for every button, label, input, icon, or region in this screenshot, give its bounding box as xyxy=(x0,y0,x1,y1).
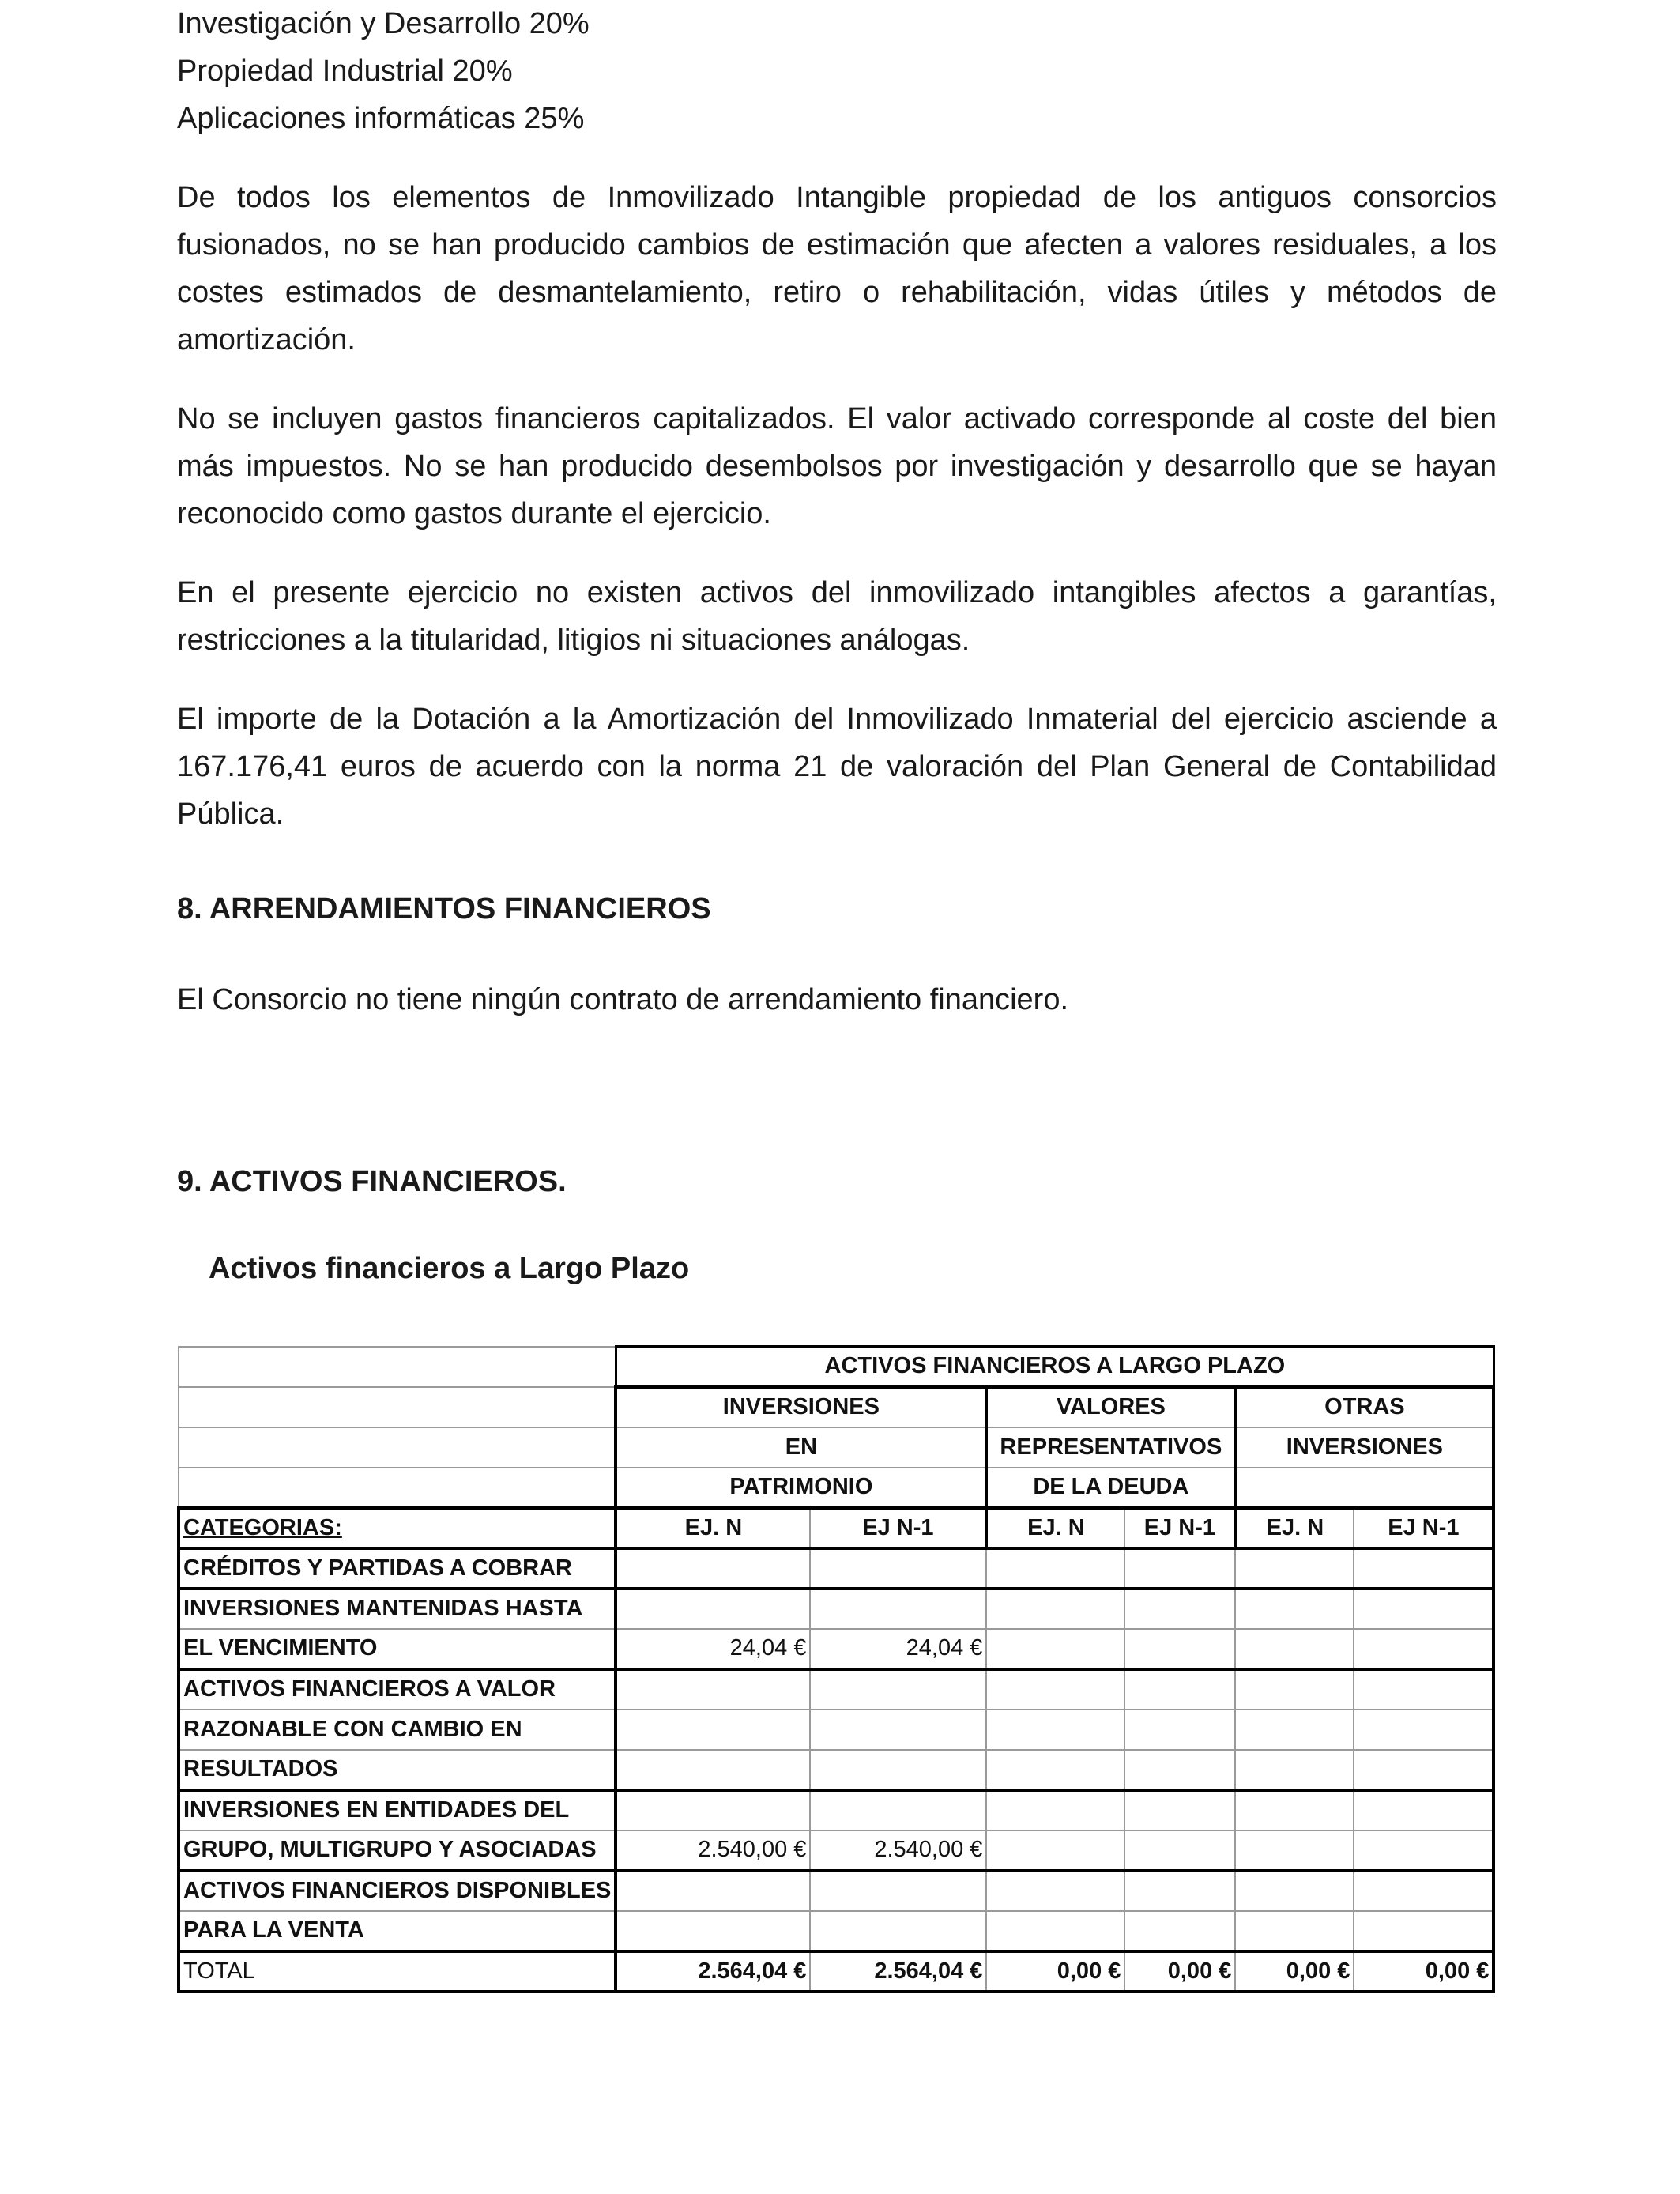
cell xyxy=(1354,1710,1494,1750)
column-label: EJ N-1 xyxy=(810,1508,986,1548)
cell xyxy=(616,1589,810,1629)
group-1-line-1: INVERSIONES xyxy=(616,1387,986,1427)
section-8-text: El Consorcio no tiene ningún contrato de arrendamiento financiero. xyxy=(177,983,1069,1016)
cell-value: 2.540,00 € xyxy=(810,1830,986,1871)
cell xyxy=(1354,1911,1494,1951)
total-value: 0,00 € xyxy=(1235,1951,1354,1992)
group-3-line-1: OTRAS xyxy=(1235,1387,1494,1427)
group-3-line-2: INVERSIONES xyxy=(1235,1427,1494,1468)
amortization-rates xyxy=(177,0,1497,142)
total-label: TOTAL xyxy=(179,1951,616,1992)
header-blank xyxy=(179,1427,616,1468)
table-title: ACTIVOS FINANCIEROS A LARGO PLAZO xyxy=(616,1347,1494,1387)
cell xyxy=(986,1629,1124,1669)
cell xyxy=(1235,1629,1354,1669)
row-label-disponibles-2: PARA LA VENTA xyxy=(179,1911,616,1951)
cell xyxy=(1235,1750,1354,1790)
cell xyxy=(986,1669,1124,1710)
total-value: 0,00 € xyxy=(986,1951,1124,1992)
categories-label-text: CATEGORIAS: xyxy=(183,1514,342,1540)
section-9-heading: 9. ACTIVOS FINANCIEROS. xyxy=(177,1165,567,1198)
cell xyxy=(810,1589,986,1629)
cell xyxy=(616,1790,810,1830)
cell xyxy=(1235,1710,1354,1750)
financial-assets-table xyxy=(177,1345,1495,1993)
row-label-disponibles-1: ACTIVOS FINANCIEROS DISPONIBLES xyxy=(179,1871,616,1911)
cell xyxy=(1235,1669,1354,1710)
cell xyxy=(986,1548,1124,1589)
cell xyxy=(1124,1589,1235,1629)
cell xyxy=(1235,1790,1354,1830)
group-1-line-2: EN xyxy=(616,1427,986,1468)
cell-value: 24,04 € xyxy=(616,1629,810,1669)
section-8-heading: 8. ARRENDAMIENTOS FINANCIEROS xyxy=(177,892,711,925)
paragraph: El importe de la Dotación a la Amortización del Inmovilizado Inmaterial del ejercicio asciende a 167.176,41 euros de acuerdo con la norma 21 de valoración del Plan General de Contabilidad Pública. xyxy=(177,703,1497,831)
paragraph: No se incluyen gastos financieros capitalizados. El valor activado corresponde al coste del bien más impuestos. No se han producido desembolsos por investigación y desarrollo que se hayan reconocido como gastos durante el ejercicio. xyxy=(177,402,1497,530)
cell xyxy=(616,1911,810,1951)
cell xyxy=(1124,1750,1235,1790)
row-label-mantenidas-1: INVERSIONES MANTENIDAS HASTA xyxy=(179,1589,616,1629)
column-label: EJ N-1 xyxy=(1354,1508,1494,1548)
rate-line: Investigación y Desarrollo 20% xyxy=(177,7,590,40)
rate-line: Propiedad Industrial 20% xyxy=(177,55,513,88)
cell xyxy=(616,1548,810,1589)
row-label-grupo-1: INVERSIONES EN ENTIDADES DEL xyxy=(179,1790,616,1830)
cell xyxy=(1124,1871,1235,1911)
total-value: 0,00 € xyxy=(1354,1951,1494,1992)
cell xyxy=(986,1589,1124,1629)
cell xyxy=(986,1750,1124,1790)
total-value: 2.564,04 € xyxy=(810,1951,986,1992)
group-2-line-3: DE LA DEUDA xyxy=(986,1468,1235,1508)
header-blank xyxy=(179,1387,616,1427)
cell xyxy=(1354,1669,1494,1710)
cell xyxy=(1235,1830,1354,1871)
cell xyxy=(810,1710,986,1750)
row-label-razonable-3: RESULTADOS xyxy=(179,1750,616,1790)
header-blank xyxy=(179,1347,616,1387)
row-label-creditos: CRÉDITOS Y PARTIDAS A COBRAR xyxy=(179,1548,616,1589)
cell xyxy=(1235,1911,1354,1951)
cell-value: 2.540,00 € xyxy=(616,1830,810,1871)
column-label: EJ. N xyxy=(1235,1508,1354,1548)
paragraph: En el presente ejercicio no existen activos del inmovilizado intangibles afectos a garantías, restricciones a la titularidad, litigios ni situaciones análogas. xyxy=(177,576,1497,657)
categories-label xyxy=(179,1508,616,1548)
header-blank xyxy=(179,1468,616,1508)
cell xyxy=(1235,1589,1354,1629)
cell xyxy=(1354,1790,1494,1830)
row-label-grupo-2: GRUPO, MULTIGRUPO Y ASOCIADAS xyxy=(179,1830,616,1871)
rate-line: Aplicaciones informáticas 25% xyxy=(177,102,585,135)
cell xyxy=(1354,1589,1494,1629)
cell-value: 24,04 € xyxy=(810,1629,986,1669)
cell xyxy=(1124,1830,1235,1871)
cell xyxy=(986,1710,1124,1750)
cell xyxy=(1354,1548,1494,1589)
group-3-line-3 xyxy=(1235,1468,1494,1508)
cell xyxy=(986,1911,1124,1951)
cell xyxy=(810,1669,986,1710)
row-label-razonable-2: RAZONABLE CON CAMBIO EN xyxy=(179,1710,616,1750)
cell xyxy=(1354,1629,1494,1669)
cell xyxy=(616,1750,810,1790)
cell xyxy=(1354,1750,1494,1790)
cell xyxy=(1124,1629,1235,1669)
cell xyxy=(986,1790,1124,1830)
section-9-subheading: Activos financieros a Largo Plazo xyxy=(209,1252,690,1285)
cell xyxy=(1124,1669,1235,1710)
cell xyxy=(986,1871,1124,1911)
cell xyxy=(810,1911,986,1951)
group-2-line-1: VALORES xyxy=(986,1387,1235,1427)
paragraph: De todos los elementos de Inmovilizado Intangible propiedad de los antiguos consorcios fusionados, no se han producido cambios de estimación que afecten a valores residuales, a los costes estimados de desmantelamiento, retiro o rehabilitación, vidas útiles y métodos de amortización. xyxy=(177,181,1497,356)
row-label-razonable-1: ACTIVOS FINANCIEROS A VALOR xyxy=(179,1669,616,1710)
cell xyxy=(616,1710,810,1750)
cell xyxy=(1235,1548,1354,1589)
group-2-line-2: REPRESENTATIVOS xyxy=(986,1427,1235,1468)
total-value: 0,00 € xyxy=(1124,1951,1235,1992)
cell xyxy=(1124,1710,1235,1750)
cell xyxy=(1354,1830,1494,1871)
row-label-mantenidas-2: EL VENCIMIENTO xyxy=(179,1629,616,1669)
cell xyxy=(1124,1790,1235,1830)
total-value: 2.564,04 € xyxy=(616,1951,810,1992)
cell xyxy=(616,1669,810,1710)
cell xyxy=(986,1830,1124,1871)
cell xyxy=(1124,1911,1235,1951)
column-label: EJ N-1 xyxy=(1124,1508,1235,1548)
cell xyxy=(810,1790,986,1830)
cell xyxy=(810,1871,986,1911)
cell xyxy=(1235,1871,1354,1911)
column-label: EJ. N xyxy=(616,1508,810,1548)
cell xyxy=(810,1750,986,1790)
group-1-line-3: PATRIMONIO xyxy=(616,1468,986,1508)
cell xyxy=(616,1871,810,1911)
cell xyxy=(1354,1871,1494,1911)
cell xyxy=(1124,1548,1235,1589)
column-label: EJ. N xyxy=(986,1508,1124,1548)
cell xyxy=(810,1548,986,1589)
document-page xyxy=(177,0,1497,1292)
